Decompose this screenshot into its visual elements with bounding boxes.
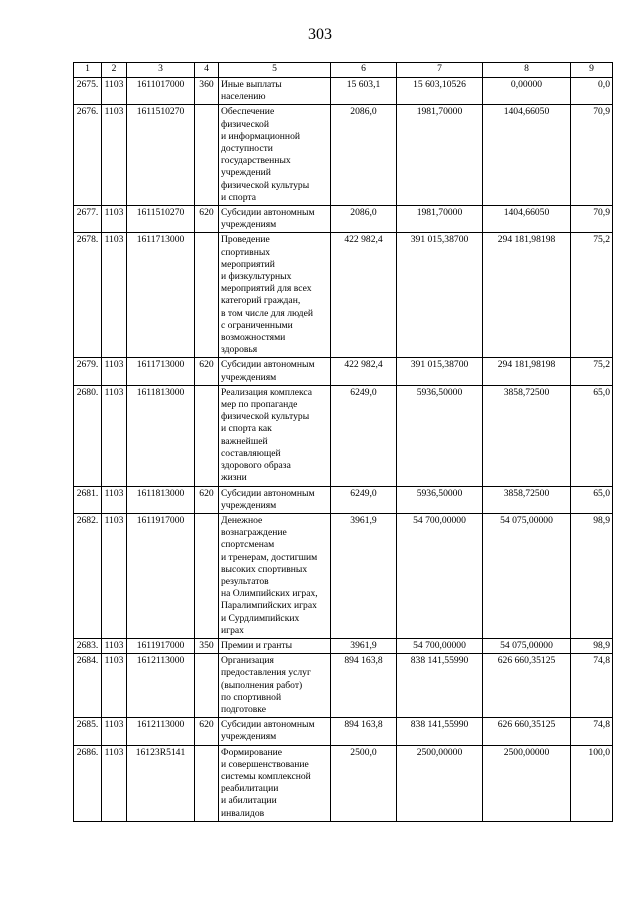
target-article-code: 1611017000 xyxy=(127,78,195,105)
amount-col6: 422 982,4 xyxy=(331,358,397,385)
section-code: 1103 xyxy=(102,513,127,638)
expense-type-code xyxy=(195,513,219,638)
section-code: 1103 xyxy=(102,385,127,486)
item-name-text: Реализация комплекса мер по пропаганде физической культуры и спорта как важнейшей составляющей здорового образа жизни xyxy=(221,386,313,484)
budget-table xyxy=(73,62,613,822)
column-header: 2 xyxy=(102,63,127,78)
amount-col6: 2086,0 xyxy=(331,105,397,206)
item-name-text: Организация предоставления услуг (выполнения работ) по спортивной подготовке xyxy=(221,655,311,715)
amount-col8: 3858,72500 xyxy=(483,486,571,513)
expense-type-code xyxy=(195,233,219,358)
amount-col8: 294 181,98198 xyxy=(483,358,571,385)
percent-col9: 65,0 xyxy=(571,486,613,513)
amount-col8: 0,00000 xyxy=(483,78,571,105)
item-name-text: Премии и гранты xyxy=(221,639,293,651)
table-row xyxy=(74,385,613,486)
target-article-code: 1611813000 xyxy=(127,385,195,486)
amount-col7: 5936,50000 xyxy=(397,486,483,513)
amount-col8: 626 660,35125 xyxy=(483,654,571,718)
percent-col9: 0,0 xyxy=(571,78,613,105)
item-name-text: Формирование и совершенствование системы комплексной реабилитации и абилитации инвалидов xyxy=(221,746,311,819)
item-name xyxy=(219,486,331,513)
row-number: 2683. xyxy=(74,638,102,653)
amount-col6: 6249,0 xyxy=(331,385,397,486)
item-name xyxy=(219,654,331,718)
table-row xyxy=(74,358,613,385)
expense-type-code xyxy=(195,745,219,821)
expense-type-code xyxy=(195,105,219,206)
item-name-text: Субсидии автономным учреждениям xyxy=(221,359,315,383)
row-number: 2686. xyxy=(74,745,102,821)
percent-col9: 74,8 xyxy=(571,718,613,745)
row-number: 2682. xyxy=(74,513,102,638)
amount-col7: 1981,70000 xyxy=(397,105,483,206)
amount-col7: 5936,50000 xyxy=(397,385,483,486)
row-number: 2681. xyxy=(74,486,102,513)
expense-type-code: 360 xyxy=(195,78,219,105)
target-article-code: 1611510270 xyxy=(127,105,195,206)
amount-col8: 54 075,00000 xyxy=(483,638,571,653)
amount-col6: 15 603,1 xyxy=(331,78,397,105)
amount-col8: 294 181,98198 xyxy=(483,233,571,358)
target-article-code: 1611917000 xyxy=(127,513,195,638)
expense-type-code xyxy=(195,654,219,718)
target-article-code: 1612113000 xyxy=(127,654,195,718)
table-row xyxy=(74,745,613,821)
amount-col6: 422 982,4 xyxy=(331,233,397,358)
column-header: 9 xyxy=(571,63,613,78)
table-row xyxy=(74,638,613,653)
table-row xyxy=(74,105,613,206)
target-article-code: 1611510270 xyxy=(127,206,195,233)
section-code: 1103 xyxy=(102,206,127,233)
column-header: 3 xyxy=(127,63,195,78)
column-header: 4 xyxy=(195,63,219,78)
percent-col9: 74,8 xyxy=(571,654,613,718)
item-name-text: Субсидии автономным учреждениям xyxy=(221,487,315,511)
section-code: 1103 xyxy=(102,718,127,745)
item-name-text: Субсидии автономным учреждениям xyxy=(221,719,315,743)
item-name xyxy=(219,385,331,486)
amount-col8: 1404,66050 xyxy=(483,206,571,233)
percent-col9: 75,2 xyxy=(571,358,613,385)
row-number: 2685. xyxy=(74,718,102,745)
table-row xyxy=(74,78,613,105)
amount-col8: 54 075,00000 xyxy=(483,513,571,638)
item-name xyxy=(219,638,331,653)
table-row xyxy=(74,233,613,358)
row-number: 2680. xyxy=(74,385,102,486)
column-header: 5 xyxy=(219,63,331,78)
item-name xyxy=(219,233,331,358)
column-header: 8 xyxy=(483,63,571,78)
item-name xyxy=(219,206,331,233)
table-row xyxy=(74,718,613,745)
item-name-text: Проведение спортивных мероприятий и физкультурных мероприятий для всех категорий граждан, в том числе для людей с ограниченными возможностями здоровья xyxy=(221,234,313,356)
item-name-text: Субсидии автономным учреждениям xyxy=(221,207,315,231)
target-article-code: 1612113000 xyxy=(127,718,195,745)
percent-col9: 65,0 xyxy=(571,385,613,486)
amount-col8: 3858,72500 xyxy=(483,385,571,486)
amount-col6: 894 163,8 xyxy=(331,718,397,745)
target-article-code: 16123R5141 xyxy=(127,745,195,821)
section-code: 1103 xyxy=(102,233,127,358)
amount-col7: 15 603,10526 xyxy=(397,78,483,105)
amount-col7: 838 141,55990 xyxy=(397,718,483,745)
amount-col8: 626 660,35125 xyxy=(483,718,571,745)
table-row xyxy=(74,654,613,718)
item-name xyxy=(219,105,331,206)
table-row xyxy=(74,513,613,638)
percent-col9: 70,9 xyxy=(571,105,613,206)
section-code: 1103 xyxy=(102,654,127,718)
item-name-text: Иные выплаты населению xyxy=(221,79,282,103)
row-number: 2684. xyxy=(74,654,102,718)
section-code: 1103 xyxy=(102,78,127,105)
target-article-code: 1611713000 xyxy=(127,233,195,358)
section-code: 1103 xyxy=(102,358,127,385)
item-name xyxy=(219,358,331,385)
amount-col8: 2500,00000 xyxy=(483,745,571,821)
item-name-text: Обеспечение физической и информационной доступности государственных учреждений физической культуры и спорта xyxy=(221,106,310,203)
amount-col6: 894 163,8 xyxy=(331,654,397,718)
expense-type-code: 620 xyxy=(195,358,219,385)
expense-type-code: 350 xyxy=(195,638,219,653)
page-number: 303 xyxy=(308,26,332,43)
amount-col7: 54 700,00000 xyxy=(397,638,483,653)
percent-col9: 98,9 xyxy=(571,513,613,638)
amount-col7: 54 700,00000 xyxy=(397,513,483,638)
percent-col9: 98,9 xyxy=(571,638,613,653)
amount-col7: 1981,70000 xyxy=(397,206,483,233)
amount-col8: 1404,66050 xyxy=(483,105,571,206)
percent-col9: 75,2 xyxy=(571,233,613,358)
column-header: 6 xyxy=(331,63,397,78)
row-number: 2679. xyxy=(74,358,102,385)
column-header: 1 xyxy=(74,63,102,78)
target-article-code: 1611713000 xyxy=(127,358,195,385)
amount-col6: 2500,0 xyxy=(331,745,397,821)
item-name xyxy=(219,513,331,638)
section-code: 1103 xyxy=(102,745,127,821)
section-code: 1103 xyxy=(102,638,127,653)
column-header: 7 xyxy=(397,63,483,78)
table-row xyxy=(74,206,613,233)
section-code: 1103 xyxy=(102,486,127,513)
item-name xyxy=(219,78,331,105)
amount-col7: 2500,00000 xyxy=(397,745,483,821)
section-code: 1103 xyxy=(102,105,127,206)
item-name-text: Денежное вознаграждение спортсменам и тренерам, достигшим высоких спортивных результатов на Олимпийских играх, Паралимпийских играх и Сурдлимпийских играх xyxy=(221,514,318,636)
amount-col7: 838 141,55990 xyxy=(397,654,483,718)
item-name xyxy=(219,718,331,745)
row-number: 2675. xyxy=(74,78,102,105)
target-article-code: 1611813000 xyxy=(127,486,195,513)
expense-type-code xyxy=(195,385,219,486)
amount-col6: 6249,0 xyxy=(331,486,397,513)
row-number: 2676. xyxy=(74,105,102,206)
target-article-code: 1611917000 xyxy=(127,638,195,653)
expense-type-code: 620 xyxy=(195,206,219,233)
row-number: 2677. xyxy=(74,206,102,233)
amount-col6: 2086,0 xyxy=(331,206,397,233)
item-name xyxy=(219,745,331,821)
row-number: 2678. xyxy=(74,233,102,358)
expense-type-code: 620 xyxy=(195,718,219,745)
table-row xyxy=(74,486,613,513)
amount-col7: 391 015,38700 xyxy=(397,358,483,385)
amount-col6: 3961,9 xyxy=(331,638,397,653)
amount-col6: 3961,9 xyxy=(331,513,397,638)
header-row xyxy=(74,63,613,78)
expense-type-code: 620 xyxy=(195,486,219,513)
percent-col9: 70,9 xyxy=(571,206,613,233)
percent-col9: 100,0 xyxy=(571,745,613,821)
amount-col7: 391 015,38700 xyxy=(397,233,483,358)
